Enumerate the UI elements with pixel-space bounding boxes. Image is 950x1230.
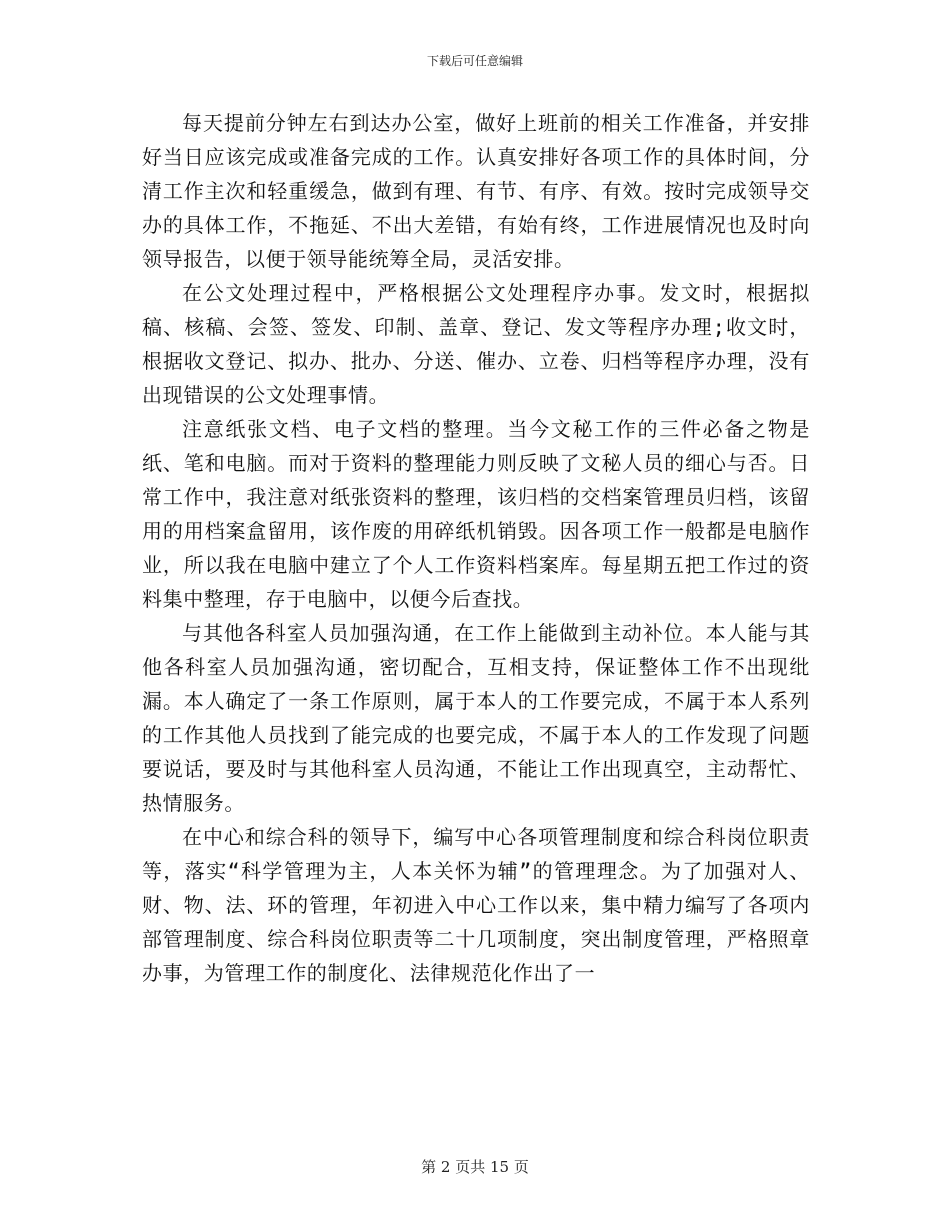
page-header: 下载后可任意编辑	[426, 54, 523, 68]
paragraph-communication: 与其他各科室人员加强沟通，在工作上能做到主动补位。本人能与其他各科室人员加强沟通，密切配合，互相支持，保证整体工作不出现纰漏。本人确定了一条工作原则，属于本人的工作要完成，不属于本人系列的工作其他人员找到了能完成的也要完成，不属于本人的工作发现了问题要说话，要及时与其他科室人员沟通，不能让工作出现真空，主动帮忙、热情服务。	[142, 621, 810, 815]
paragraph-document-processing: 在公文处理过程中，严格根据公文处理程序办事。发文时，根据拟稿、核稿、会签、签发、印制、盖章、登记、发文等程序办理;收文时，根据收文登记、拟办、批办、分送、催办、立卷、归档等程序办理，没有出现错误的公文处理事情。	[142, 281, 810, 407]
paragraph-file-organization: 注意纸张文档、电子文档的整理。当今文秘工作的三件必备之物是纸、笔和电脑。而对于资料的整理能力则反映了文秘人员的细心与否。日常工作中，我注意对纸张资料的整理，该归档的交档案管理员归档，该留用的用档案盒留用，该作废的用碎纸机销毁。因各项工作一般都是电脑作业，所以我在电脑中建立了个人工作资料档案库。每星期五把工作过的资料集中整理，存于电脑中，以便今后查找。	[142, 417, 810, 611]
document-body	[142, 106, 810, 990]
paragraph-management-rules: 在中心和综合科的领导下，编写中心各项管理制度和综合科岗位职责等，落实“科学管理为主，人本关怀为辅”的管理理念。为了加强对人、财、物、法、环的管理，年初进入中心工作以来，集中精力编写了各项内部管理制度、综合科岗位职责等二十几项制度，突出制度管理，严格照章办事，为管理工作的制度化、法律规范化作出了一	[142, 825, 810, 985]
page-number: 第 2 页共 15 页	[421, 1158, 529, 1176]
paragraph-daily-preparation: 每天提前分钟左右到达办公室，做好上班前的相关工作准备，并安排好当日应该完成或准备完成的工作。认真安排好各项工作的具体时间，分清工作主次和轻重缓急，做到有理、有节、有序、有效。按时完成领导交办的具体工作，不拖延、不出大差错，有始有终，工作进展情况也及时向领导报告，以便于领导能统筹全局，灵活安排。	[142, 111, 810, 271]
